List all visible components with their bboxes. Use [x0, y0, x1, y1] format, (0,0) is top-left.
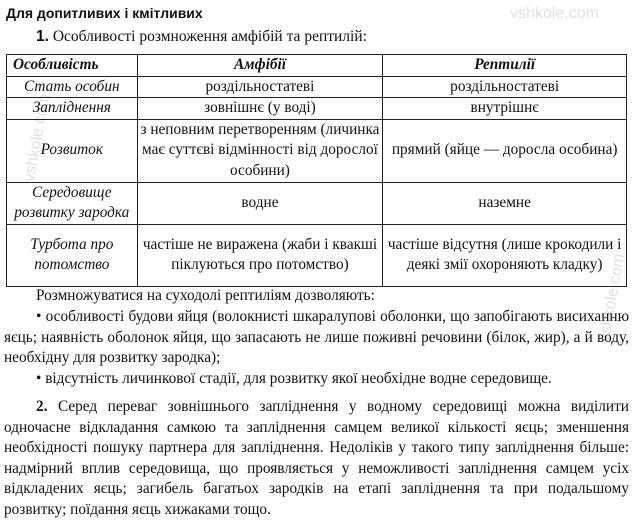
table-row: [7, 76, 627, 98]
row-reptiles: частіше відсутня (лише крокодили і деякі змії охороняють кладку): [383, 224, 627, 286]
header-feature: Особливість: [7, 55, 138, 77]
watermark: vshkole.com: [20, 92, 54, 184]
bullet-marker: •: [36, 308, 42, 325]
row-feature: Запліднення: [7, 98, 138, 120]
section-1-number: 1.: [36, 28, 49, 45]
section-1-title: [36, 27, 367, 48]
section-2-number: 2.: [36, 398, 48, 415]
watermark: vshkole.com: [510, 5, 599, 22]
section-2-paragraph: [4, 397, 629, 521]
row-reptiles: наземне: [383, 182, 627, 224]
row-feature: Розвиток: [7, 119, 138, 182]
row-amphibians: з неповним перетворенням (личинка має суттєві відмінності від дорослої особини): [137, 119, 383, 182]
watermark: vshkole.com: [595, 252, 629, 344]
header-reptiles: Рептилії: [383, 55, 627, 77]
row-amphibians: частіше не виражена (жаби і квакші піклуються про потомство): [137, 224, 383, 286]
row-reptiles: прямий (яйце — доросла особина): [383, 119, 627, 182]
row-reptiles: роздільностатеві: [383, 76, 627, 98]
table-row: [7, 98, 627, 120]
bullet-text: відсутність личинкової стадії, для розвитку якої необхідне водне середовище.: [45, 370, 552, 387]
table-row: [7, 182, 627, 224]
table-row: [7, 224, 627, 286]
bullet-item: [4, 369, 629, 390]
comparison-table: [6, 54, 627, 287]
section-1-title-text: Особливості розмноження амфібій та рептилій:: [52, 28, 367, 45]
row-reptiles: внутрішнє: [383, 98, 627, 120]
header-amphibians: Амфібії: [137, 55, 383, 77]
row-amphibians: водне: [137, 182, 383, 224]
bullet-item: [4, 307, 629, 369]
bullet-marker: •: [36, 370, 42, 387]
section-2-text: Серед переваг зовнішнього запліднення у водному середовищі можна виділити одночасне відкладання самкою та запліднення самцем великої кількості яєць; зменшення необхідності пошуку партнера для запліднення. Недоліків у такого типу запліднення більше: надмірний вплив середовища, що проявляється у неможливості запліднення самцем усіх відкладених яєць; загибель багатьох зародків на етапі запліднення та при подальшому розвитку; поїдання яєць хижаками тощо.: [4, 398, 629, 518]
table-header-row: [7, 55, 627, 77]
bullet-text: особливості будови яйця (волокнисті шкаралупові оболонки, що запобігають висиханню яєць; наявність оболонок яйця, що запасають не лише поживні речовини (білок, жир), а й воду, необхідну для розвитку зародка);: [4, 308, 630, 367]
table-row: [7, 119, 627, 182]
reptiles-land-intro: Розмножуватися на суходолі рептиліям дозволяють:: [36, 287, 375, 304]
row-amphibians: роздільностатеві: [137, 76, 383, 98]
row-feature: Стать особин: [7, 76, 138, 98]
page-heading: Для допитливих і кмітливих: [6, 5, 203, 21]
row-feature: Турбота про потомство: [7, 224, 138, 286]
row-feature: Середовище розвитку зародка: [7, 182, 138, 224]
row-amphibians: зовнішнє (у воді): [137, 98, 383, 120]
